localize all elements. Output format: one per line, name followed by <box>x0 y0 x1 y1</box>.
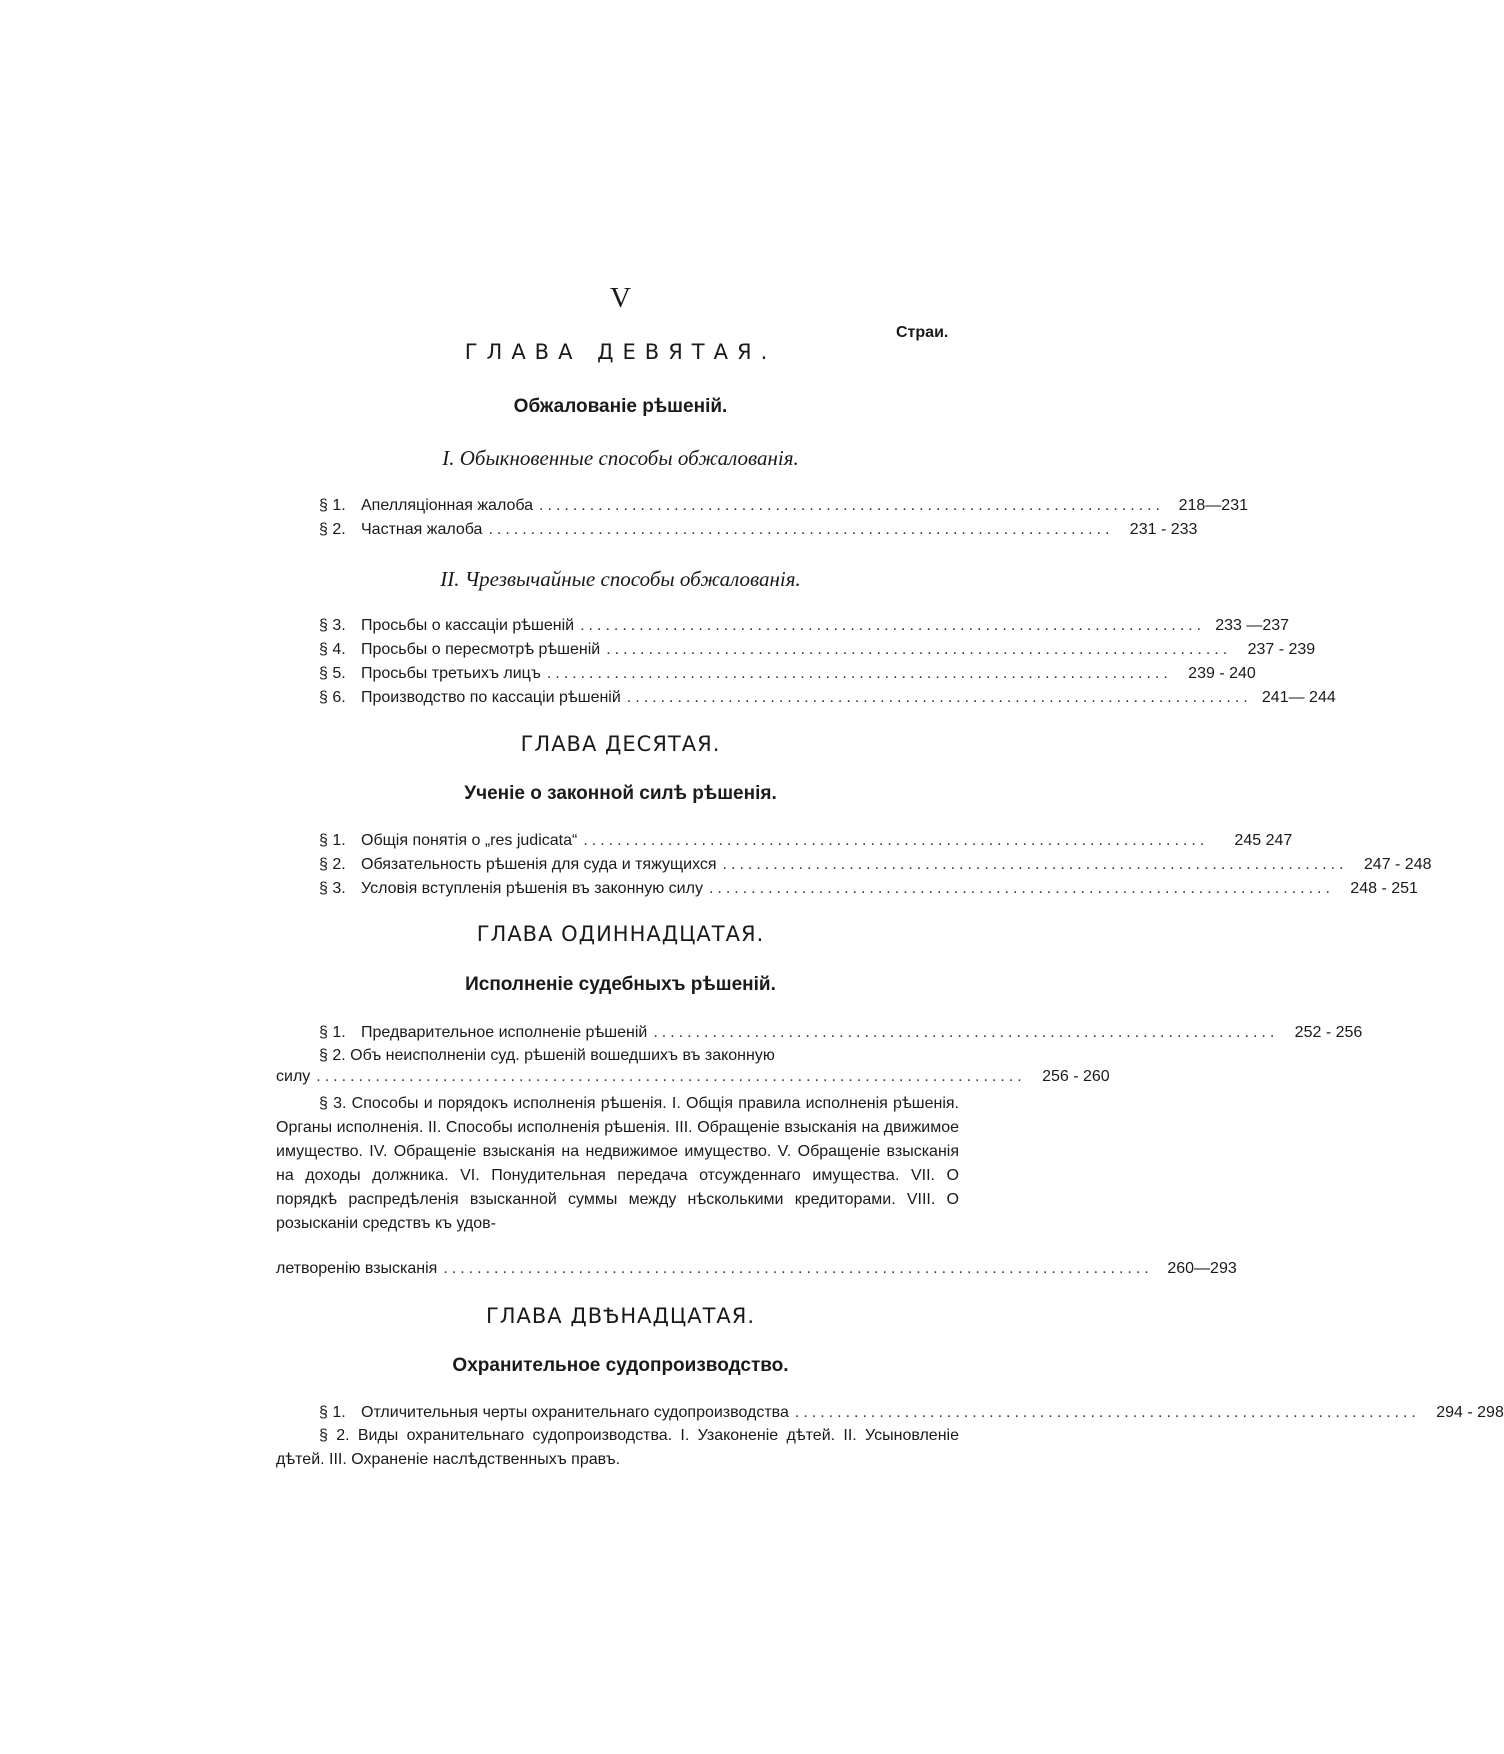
toc-entry-number: § 1. <box>319 832 346 849</box>
toc-entry-pages: 231 - 233 <box>1129 521 1198 538</box>
toc-entry-pages: 260—293 <box>1167 1260 1237 1277</box>
toc-entry-number: § 1. <box>319 497 346 514</box>
dot-leader: .................................................................................... <box>443 1260 1153 1277</box>
toc-entry-pages: 256 - 260 <box>1042 1068 1110 1085</box>
dot-leader: .......................................................................... <box>653 1024 1279 1041</box>
toc-entry[interactable] <box>319 641 1316 663</box>
dot-leader: .......................................................................... <box>580 617 1206 634</box>
toc-entry-label: Отличительныя черты охранительнаго судопроизводства <box>361 1404 789 1421</box>
toc-entry-pages: 239 - 240 <box>1188 665 1256 682</box>
toc-entry-number: § 6. <box>319 689 346 706</box>
toc-entry-pages: 218—231 <box>1178 497 1248 514</box>
toc-entry-multiline[interactable] <box>276 1424 959 1472</box>
toc-entry[interactable] <box>319 521 1198 543</box>
chapter-10-title: ГЛАВА ДЕСЯТАЯ. <box>520 732 721 756</box>
section-ii-title: II. Чрезвычайные способы обжалованія. <box>440 567 801 591</box>
toc-entry-number: § 1. <box>319 1404 346 1421</box>
toc-entry-label: Производство по кассаціи рѣшеній <box>361 689 621 706</box>
toc-entry-text: § 3. Способы и порядокъ исполненія рѣшенія. I. Общія правила исполненія рѣшенія. Органы исполненія. II. Способы исполненія рѣшенія. III. Обращеніе взысканія на движимое имущество. IV. Обращеніе взысканія на недвижимое имущество. V. Обращеніе взысканія на доходы должника. VI. Понудительная передача отсужденнаго имущества. VII. О порядкѣ распредѣленія взысканной суммы между нѣсколькими кредиторами. VIII. О розысканіи средствъ къ удов- <box>276 1095 959 1232</box>
toc-entry-number: § 2. <box>319 856 346 873</box>
toc-entry-label: Условія вступленія рѣшенія въ законную силу <box>361 880 703 897</box>
toc-entry-number: § 1. <box>319 1024 346 1041</box>
toc-entry-number: § 5. <box>319 665 346 682</box>
toc-entry-number: § 2. <box>319 521 346 538</box>
toc-entry-number: § 3. <box>319 617 346 634</box>
toc-entry-label: силу <box>276 1068 311 1085</box>
toc-entry-label: Просьбы третьихъ лицъ <box>361 665 541 682</box>
toc-entry-pages: 294 - 298 <box>1436 1404 1504 1421</box>
dot-leader: .......................................................................... <box>794 1404 1420 1421</box>
toc-entry-pages: 233 —237 <box>1215 617 1290 634</box>
toc-entry-label: Частная жалоба <box>361 521 483 538</box>
toc-entry[interactable] <box>319 856 1432 878</box>
chapter-10-subtitle: Ученіе о законной силѣ рѣшенія. <box>464 783 777 804</box>
dot-leader: .......................................................................... <box>722 856 1348 873</box>
dot-leader: .......................................................................... <box>488 521 1114 538</box>
toc-entry-pages: 247 - 248 <box>1363 856 1432 873</box>
toc-entry-label: Апелляціонная жалоба <box>361 497 534 514</box>
chapter-9-title: ГЛАВА ДЕВЯТАЯ. <box>464 340 777 364</box>
toc-entry-number: § 4. <box>319 641 346 658</box>
chapter-12-title: ГЛАВА ДВѢНАДЦАТАЯ. <box>485 1304 756 1328</box>
chapter-11-subtitle: Исполненіе судебныхъ рѣшеній. <box>465 974 776 995</box>
chapter-9-subtitle: Обжалованіе рѣшеній. <box>513 396 728 417</box>
toc-entry-text: § 2. Виды охранительнаго судопроизводства. I. Узаконеніе дѣтей. II. Усыновленіе дѣтей. III. Охраненіе наслѣдственныхъ правъ. <box>276 1427 959 1468</box>
toc-entry-pages: 248 - 251 <box>1350 880 1418 897</box>
toc-entry[interactable] <box>319 1404 1504 1426</box>
toc-entry-label: Предварительное исполненіе рѣшеній <box>361 1024 648 1041</box>
toc-entry[interactable] <box>319 880 1418 902</box>
dot-leader: .......................................................................... <box>583 832 1209 849</box>
toc-entry-lastline[interactable] <box>276 1260 1237 1284</box>
chapter-11-title: ГЛАВА ОДИННАДЦАТАЯ. <box>476 922 765 946</box>
toc-entry-label: Обязательность рѣшенія для суда и тяжущихся <box>361 856 717 873</box>
toc-entry-multiline[interactable] <box>276 1044 959 1068</box>
toc-entry-pages: 237 - 239 <box>1247 641 1316 658</box>
dot-leader: .......................................................................... <box>626 689 1252 706</box>
toc-entry[interactable] <box>319 1024 1363 1046</box>
toc-entry-pages: 245 247 <box>1234 832 1293 849</box>
toc-entry[interactable] <box>319 497 1248 519</box>
dot-leader: .......................................................................... <box>539 497 1164 514</box>
toc-entry-pages: 241— 244 <box>1261 689 1336 706</box>
toc-entry-multiline[interactable] <box>276 1092 959 1236</box>
page-number: V <box>610 282 631 314</box>
page-column-label: Страи. <box>896 324 949 341</box>
dot-leader: .................................................................................... <box>316 1068 1026 1085</box>
toc-entry-lastline[interactable] <box>276 1068 1110 1092</box>
toc-entry-label: летворенію взысканія <box>276 1260 438 1277</box>
toc-entry[interactable] <box>319 617 1290 639</box>
toc-entry-text: § 2. Объ неисполненіи суд. рѣшеній вошедшихъ въ законную <box>319 1047 775 1064</box>
toc-entry-pages: 252 - 256 <box>1294 1024 1363 1041</box>
toc-entry[interactable] <box>319 689 1336 711</box>
dot-leader: .......................................................................... <box>546 665 1172 682</box>
toc-entry-label: Просьбы о кассаціи рѣшеній <box>361 617 575 634</box>
toc-entry-label: Общія понятія о „res judicata“ <box>361 832 578 849</box>
toc-entry-number: § 3. <box>319 880 346 897</box>
section-i-title: I. Обыкновенные способы обжалованія. <box>442 446 799 470</box>
toc-entry-label: Просьбы о пересмотрѣ рѣшеній <box>361 641 601 658</box>
toc-entry[interactable] <box>319 832 1293 854</box>
dot-leader: .......................................................................... <box>708 880 1334 897</box>
dot-leader: .......................................................................... <box>606 641 1232 658</box>
chapter-12-subtitle: Охранительное судопроизводство. <box>452 1355 789 1376</box>
toc-entry[interactable] <box>319 665 1256 687</box>
